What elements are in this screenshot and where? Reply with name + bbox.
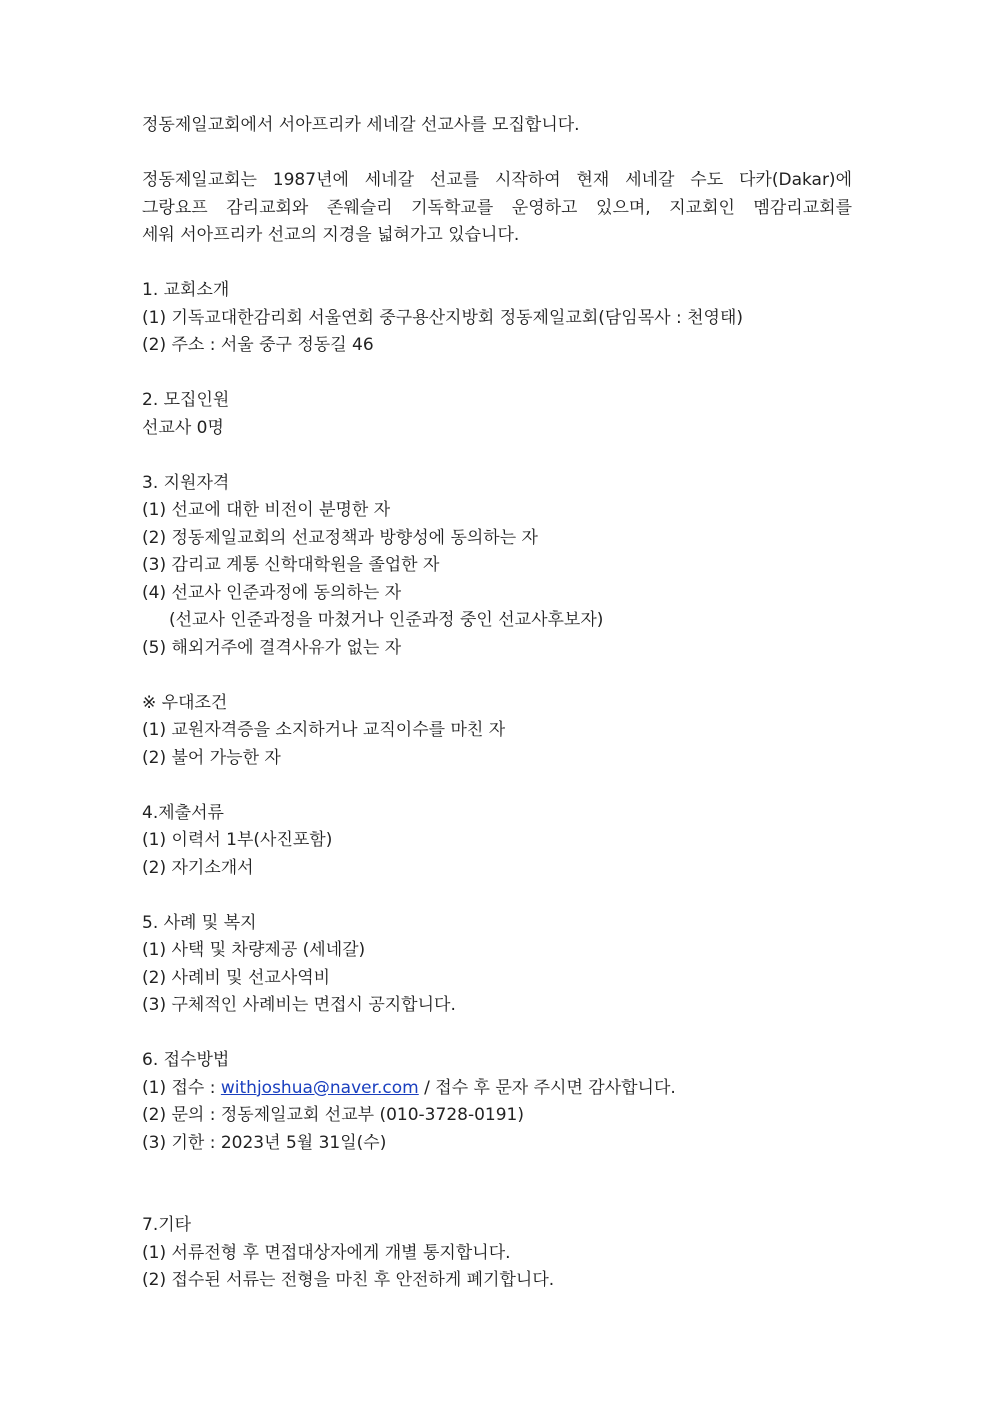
spacer xyxy=(142,250,852,278)
list-item: (1) 선교에 대한 비전이 분명한 자 xyxy=(142,500,391,520)
list-item: (5) 해외거주에 결격사유가 없는 자 xyxy=(142,637,402,658)
list-item: (2) 불어 가능한 자 xyxy=(142,747,281,768)
section-title-other: 7.기타 xyxy=(142,1215,192,1235)
list-item: (3) 기한 : 2023년 5월 31일(수) xyxy=(142,1132,387,1153)
spacer xyxy=(142,140,852,168)
recruitment-count: 선교사 0명 xyxy=(142,417,224,438)
apply-prefix: (1) 접수 : xyxy=(142,1077,221,1098)
section-title-application: 6. 접수방법 xyxy=(142,1050,230,1070)
spacer xyxy=(142,442,852,470)
section-title-recruitment: 2. 모집인원 xyxy=(142,390,230,410)
list-item-apply xyxy=(142,1075,852,1103)
list-item: (2) 정동제일교회의 선교정책과 방향성에 동의하는 자 xyxy=(142,527,538,548)
list-item: (3) 감리교 계통 신학대학원을 졸업한 자 xyxy=(142,555,440,575)
spacer xyxy=(142,1020,852,1048)
list-item: (4) 선교사 인준과정에 동의하는 자 xyxy=(142,582,402,603)
intro-line-1: 정동제일교회는 1987년에 세네갈 선교를 시작하여 현재 세네갈 수도 다카(Dakar)에 xyxy=(142,170,852,190)
intro-line-3: 세워 서아프리카 선교의 지경을 넓혀가고 있습니다. xyxy=(142,225,520,245)
document-body xyxy=(142,112,852,1295)
email-link[interactable]: withjoshua@naver.com xyxy=(220,1077,419,1098)
section-title-qualifications: 3. 지원자격 xyxy=(142,472,230,493)
list-item: (1) 교원자격증을 소지하거나 교직이수를 마친 자 xyxy=(142,720,506,740)
list-item-note: (선교사 인준과정을 마쳤거나 인준과정 중인 선교사후보자) xyxy=(169,610,604,630)
spacer xyxy=(142,882,852,910)
list-item: (2) 사례비 및 선교사역비 xyxy=(142,967,331,988)
spacer xyxy=(142,662,852,690)
spacer xyxy=(142,772,852,800)
section-title-preferences: ※ 우대조건 xyxy=(142,692,228,713)
list-item: (2) 주소 : 서울 중구 정동길 46 xyxy=(142,335,374,355)
apply-suffix: / 접수 후 문자 주시면 감사합니다. xyxy=(418,1077,676,1098)
spacer xyxy=(142,1157,852,1212)
spacer xyxy=(142,360,852,388)
list-item: (2) 문의 : 정동제일교회 선교부 (010-3728-0191) xyxy=(142,1105,524,1125)
section-title-documents: 4.제출서류 xyxy=(142,802,224,823)
section-title-welfare: 5. 사례 및 복지 xyxy=(142,912,257,933)
list-item: (1) 사택 및 차량제공 (세네갈) xyxy=(142,940,366,960)
list-item: (3) 구체적인 사례비는 면접시 공지합니다. xyxy=(142,995,456,1015)
list-item: (2) 자기소개서 xyxy=(142,857,254,878)
list-item: (1) 서류전형 후 면접대상자에게 개별 통지합니다. xyxy=(142,1242,511,1263)
intro-line-2: 그랑요프 감리교회와 존웨슬리 기독학교를 운영하고 있으며, 지교회인 멤감리교회를 xyxy=(142,197,852,218)
list-item: (1) 이력서 1부(사진포함) xyxy=(142,830,333,850)
page-title: 정동제일교회에서 서아프리카 세네갈 선교사를 모집합니다. xyxy=(142,115,580,135)
list-item: (1) 기독교대한감리회 서울연회 중구용산지방회 정동제일교회(담임목사 : 천영태) xyxy=(142,307,743,328)
list-item: (2) 접수된 서류는 전형을 마친 후 안전하게 폐기합니다. xyxy=(142,1270,555,1290)
section-title-church-intro: 1. 교회소개 xyxy=(142,280,230,300)
